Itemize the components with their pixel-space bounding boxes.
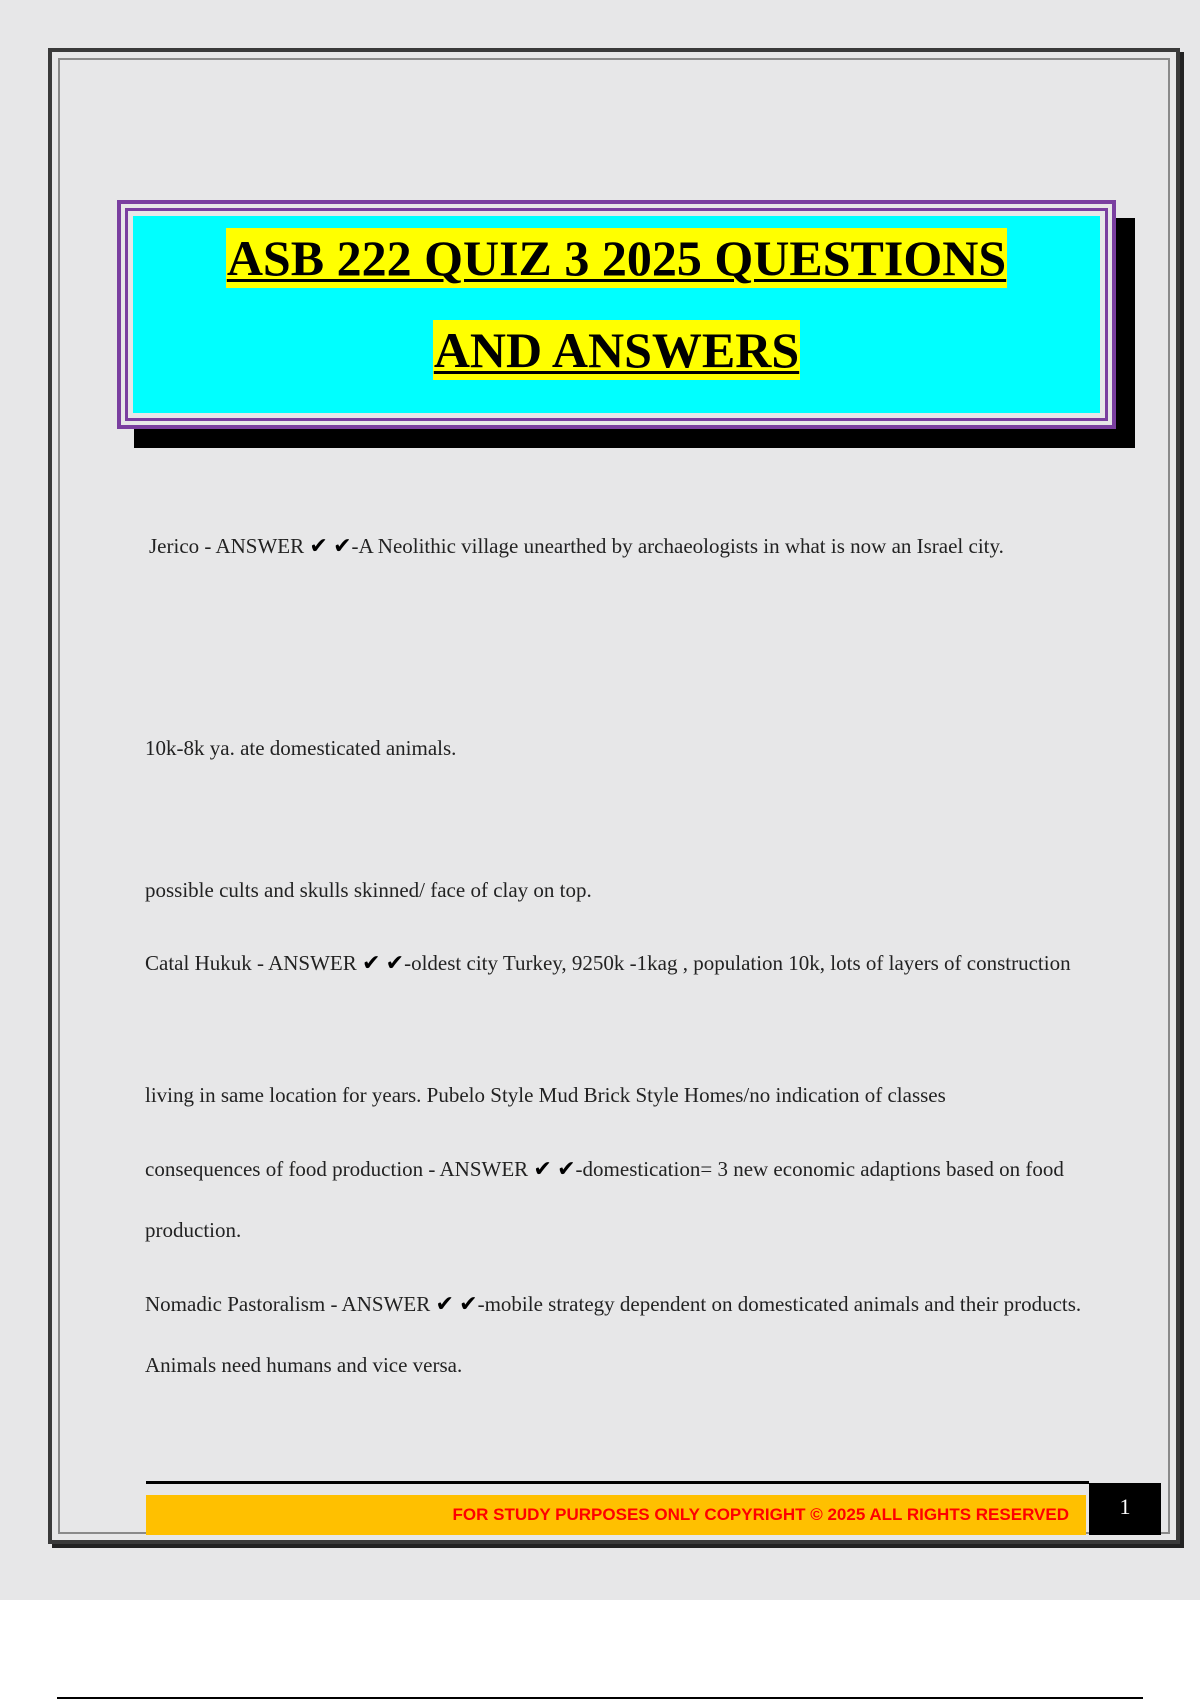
entry-term: consequences of food production - ANSWER (145, 1157, 529, 1181)
document-title-line-1: ASB 222 QUIZ 3 2025 QUESTIONS (226, 230, 1007, 286)
footer-rule (146, 1481, 1089, 1484)
checkmark-icon: ✔ (361, 951, 381, 976)
checkmark-icon: ✔ (333, 534, 352, 559)
text-paragraph: possible cults and skulls skinned/ face of clay on top. (145, 878, 592, 902)
checkmark-icon: ✔ (385, 951, 405, 976)
checkmark-icon: ✔ (557, 1157, 576, 1182)
qa-entry-catal-hukuk (145, 933, 1085, 994)
page-number: 1 (1089, 1483, 1161, 1535)
entry-term: Jerico - ANSWER (149, 534, 305, 558)
entry-answer: -A Neolithic village unearthed by archaeologists in what is now an Israel city. (351, 534, 1004, 558)
copyright-notice: FOR STUDY PURPOSES ONLY COPYRIGHT © 2025 ALL RIGHTS RESERVED (452, 1505, 1069, 1524)
document-title-line-2: AND ANSWERS (433, 322, 800, 378)
entry-answer: -domestication= 3 new economic adaptions based on food production. (145, 1157, 1064, 1242)
text-paragraph: living in same location for years. Pubelo Style Mud Brick Style Homes/no indication of classes (145, 1083, 946, 1107)
qa-entry-consequences (145, 1139, 1085, 1261)
qa-entry-jerico (145, 516, 1085, 577)
qa-entry-nomadic-pastoralism (145, 1274, 1085, 1396)
checkmark-icon: ✔ (459, 1292, 478, 1317)
entry-answer: -oldest city Turkey, 9250k -1kag , population 10k, lots of layers of construction (404, 951, 1071, 975)
title-box (133, 216, 1100, 413)
checkmark-icon: ✔ (309, 534, 328, 559)
entry-answer: -mobile strategy dependent on domesticated animals and their products. Animals need humans and vice versa. (145, 1292, 1082, 1377)
footer-bar (146, 1495, 1086, 1535)
entry-term: Catal Hukuk - ANSWER (145, 951, 357, 975)
title-frame (117, 200, 1116, 429)
checkmark-icon: ✔ (435, 1292, 454, 1317)
text-paragraph: 10k-8k ya. ate domesticated animals. (145, 736, 457, 760)
next-page-rule (57, 1697, 1143, 1699)
checkmark-icon: ✔ (533, 1157, 552, 1182)
entry-term: Nomadic Pastoralism - ANSWER (145, 1292, 431, 1316)
